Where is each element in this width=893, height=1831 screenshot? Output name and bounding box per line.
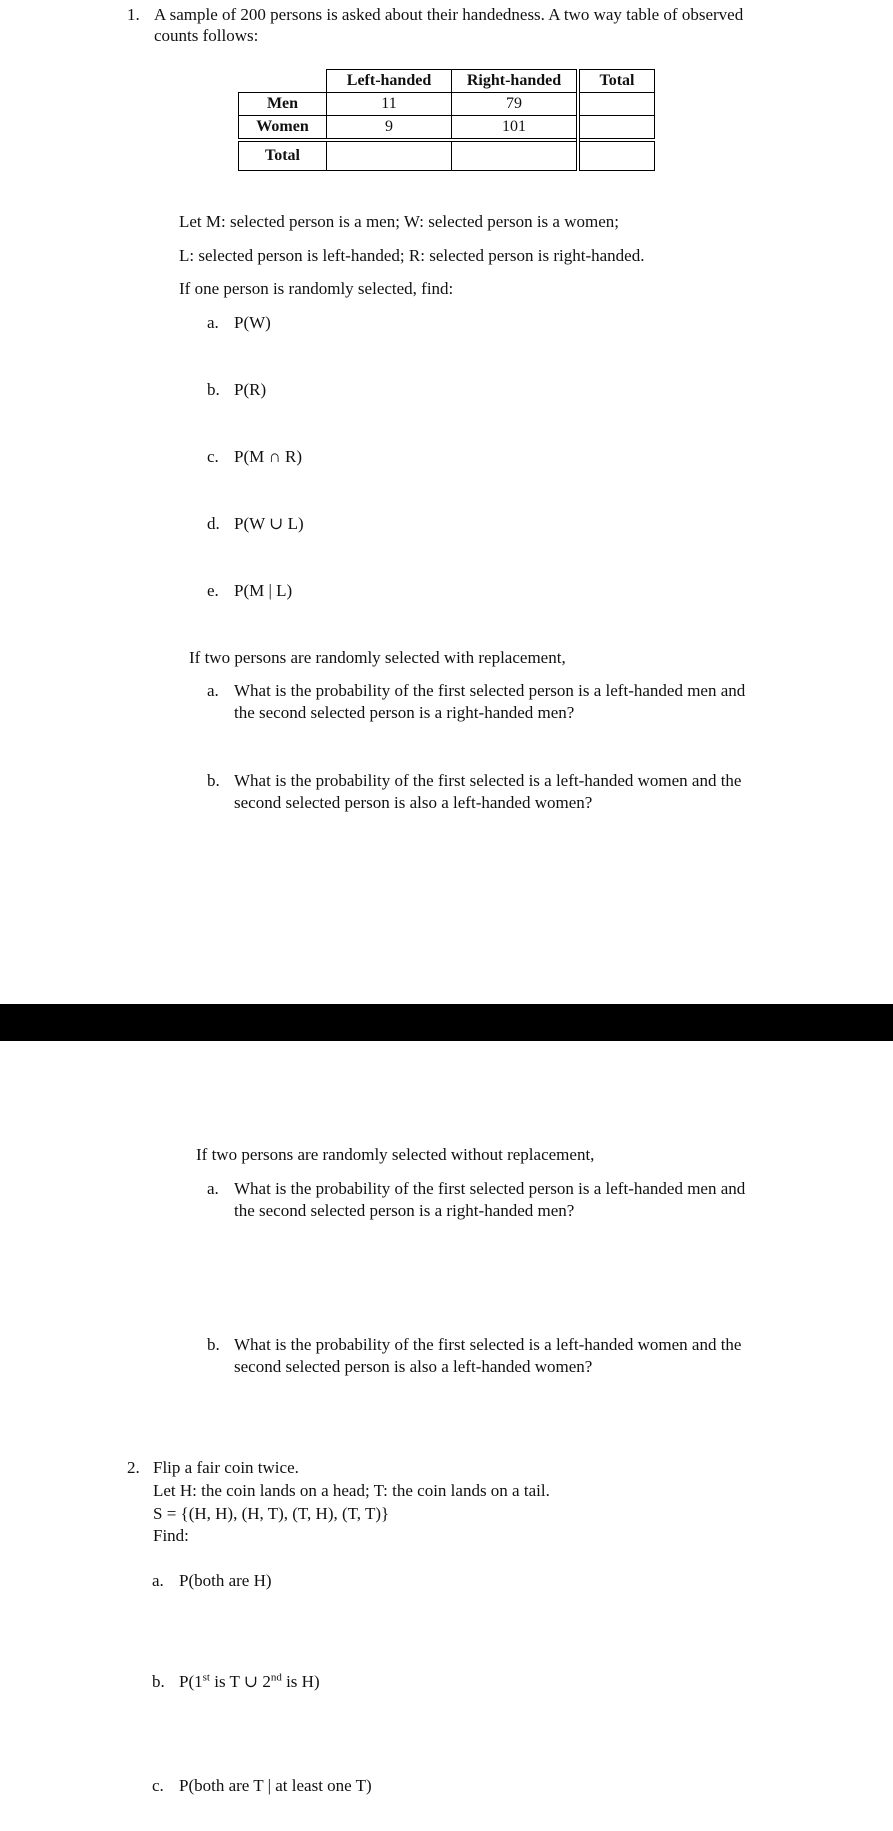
q2-b-pre: P(1 — [179, 1672, 203, 1691]
without-a-line2: the second selected person is a right-handed men? — [234, 1201, 575, 1220]
item-d-text: P(W ∪ L) — [234, 514, 304, 533]
cell-total-total — [578, 140, 655, 171]
with-replacement-prompt: If two persons are randomly selected with replacement, — [189, 648, 566, 667]
row-label-women: Women — [239, 116, 327, 141]
cell-women-left: 9 — [327, 116, 452, 141]
with-b-line1: What is the probability of the first selected is a left-handed women and the — [234, 771, 742, 790]
q2-sample-space: S = {(H, H), (H, T), (T, H), (T, T)} — [153, 1504, 390, 1523]
with-a-letter: a. — [207, 681, 219, 700]
item-e-letter: e. — [207, 581, 219, 600]
page-separator-bar — [0, 1004, 893, 1041]
q2-c-text: P(both are T | at least one T) — [179, 1776, 372, 1795]
without-replacement-prompt: If two persons are randomly selected without replacement, — [196, 1145, 595, 1164]
header-total: Total — [578, 70, 655, 93]
q2-find: Find: — [153, 1526, 189, 1545]
q1-intro-line1: A sample of 200 persons is asked about their handedness. A two way table of observed — [154, 5, 744, 24]
without-a-line1: What is the probability of the first selected person is a left-handed men and — [234, 1179, 746, 1198]
q2-line2: Let H: the coin lands on a head; T: the coin lands on a tail. — [153, 1481, 550, 1500]
without-a-letter: a. — [207, 1179, 219, 1198]
item-b-text: P(R) — [234, 380, 267, 399]
q2-c-letter: c. — [152, 1776, 164, 1795]
q1-single-prompt: If one person is randomly selected, find: — [179, 279, 454, 298]
q2-a-letter: a. — [152, 1571, 164, 1590]
cell-total-left — [327, 140, 452, 171]
item-a-letter: a. — [207, 313, 219, 332]
row-label-total: Total — [239, 140, 327, 171]
cell-men-total — [578, 93, 655, 116]
with-b-letter: b. — [207, 771, 220, 790]
q1-intro-line2: counts follows: — [154, 26, 259, 45]
cell-women-total — [578, 116, 655, 141]
item-e-text: P(M | L) — [234, 581, 293, 600]
cell-men-right: 79 — [452, 93, 579, 116]
cell-total-right — [452, 140, 579, 171]
q1-defs-line2: L: selected person is left-handed; R: selected person is right-handed. — [179, 246, 645, 265]
table-header-row — [239, 70, 655, 93]
q2-b-mid: is T ∪ 2 — [209, 1672, 271, 1691]
q2-b-letter: b. — [152, 1672, 165, 1691]
table-row-total — [239, 140, 655, 171]
table-corner-cell — [239, 70, 327, 93]
q1-defs-line1: Let M: selected person is a men; W: selected person is a women; — [179, 212, 619, 231]
with-b-line2: second selected person is also a left-handed women? — [234, 793, 593, 812]
q2-b-text — [179, 1671, 320, 1693]
row-label-men: Men — [239, 93, 327, 116]
table-row-women — [239, 116, 655, 141]
cell-men-left: 11 — [327, 93, 452, 116]
without-b-letter: b. — [207, 1335, 220, 1354]
item-b-letter: b. — [207, 380, 220, 399]
item-c-text: P(M ∩ R) — [234, 447, 303, 466]
q1-number: 1. — [127, 5, 140, 24]
with-a-line2: the second selected person is a right-handed men? — [234, 703, 575, 722]
q2-a-text: P(both are H) — [179, 1571, 272, 1590]
q2-b-post: is H) — [281, 1672, 320, 1691]
item-d-letter: d. — [207, 514, 220, 533]
table-row-men — [239, 93, 655, 116]
with-a-line1: What is the probability of the first selected person is a left-handed men and — [234, 681, 746, 700]
item-c-letter: c. — [207, 447, 219, 466]
handedness-table — [238, 69, 655, 171]
q2-line1: Flip a fair coin twice. — [153, 1458, 299, 1477]
without-b-line2: second selected person is also a left-handed women? — [234, 1357, 593, 1376]
header-left-handed: Left-handed — [327, 70, 452, 93]
header-right-handed: Right-handed — [452, 70, 579, 93]
q2-number: 2. — [127, 1458, 140, 1477]
cell-women-right: 101 — [452, 116, 579, 141]
q2-b-sup-st: st — [202, 1671, 210, 1684]
without-b-line1: What is the probability of the first selected is a left-handed women and the — [234, 1335, 742, 1354]
q2-b-sup-nd: nd — [270, 1671, 282, 1684]
item-a-text: P(W) — [234, 313, 271, 332]
